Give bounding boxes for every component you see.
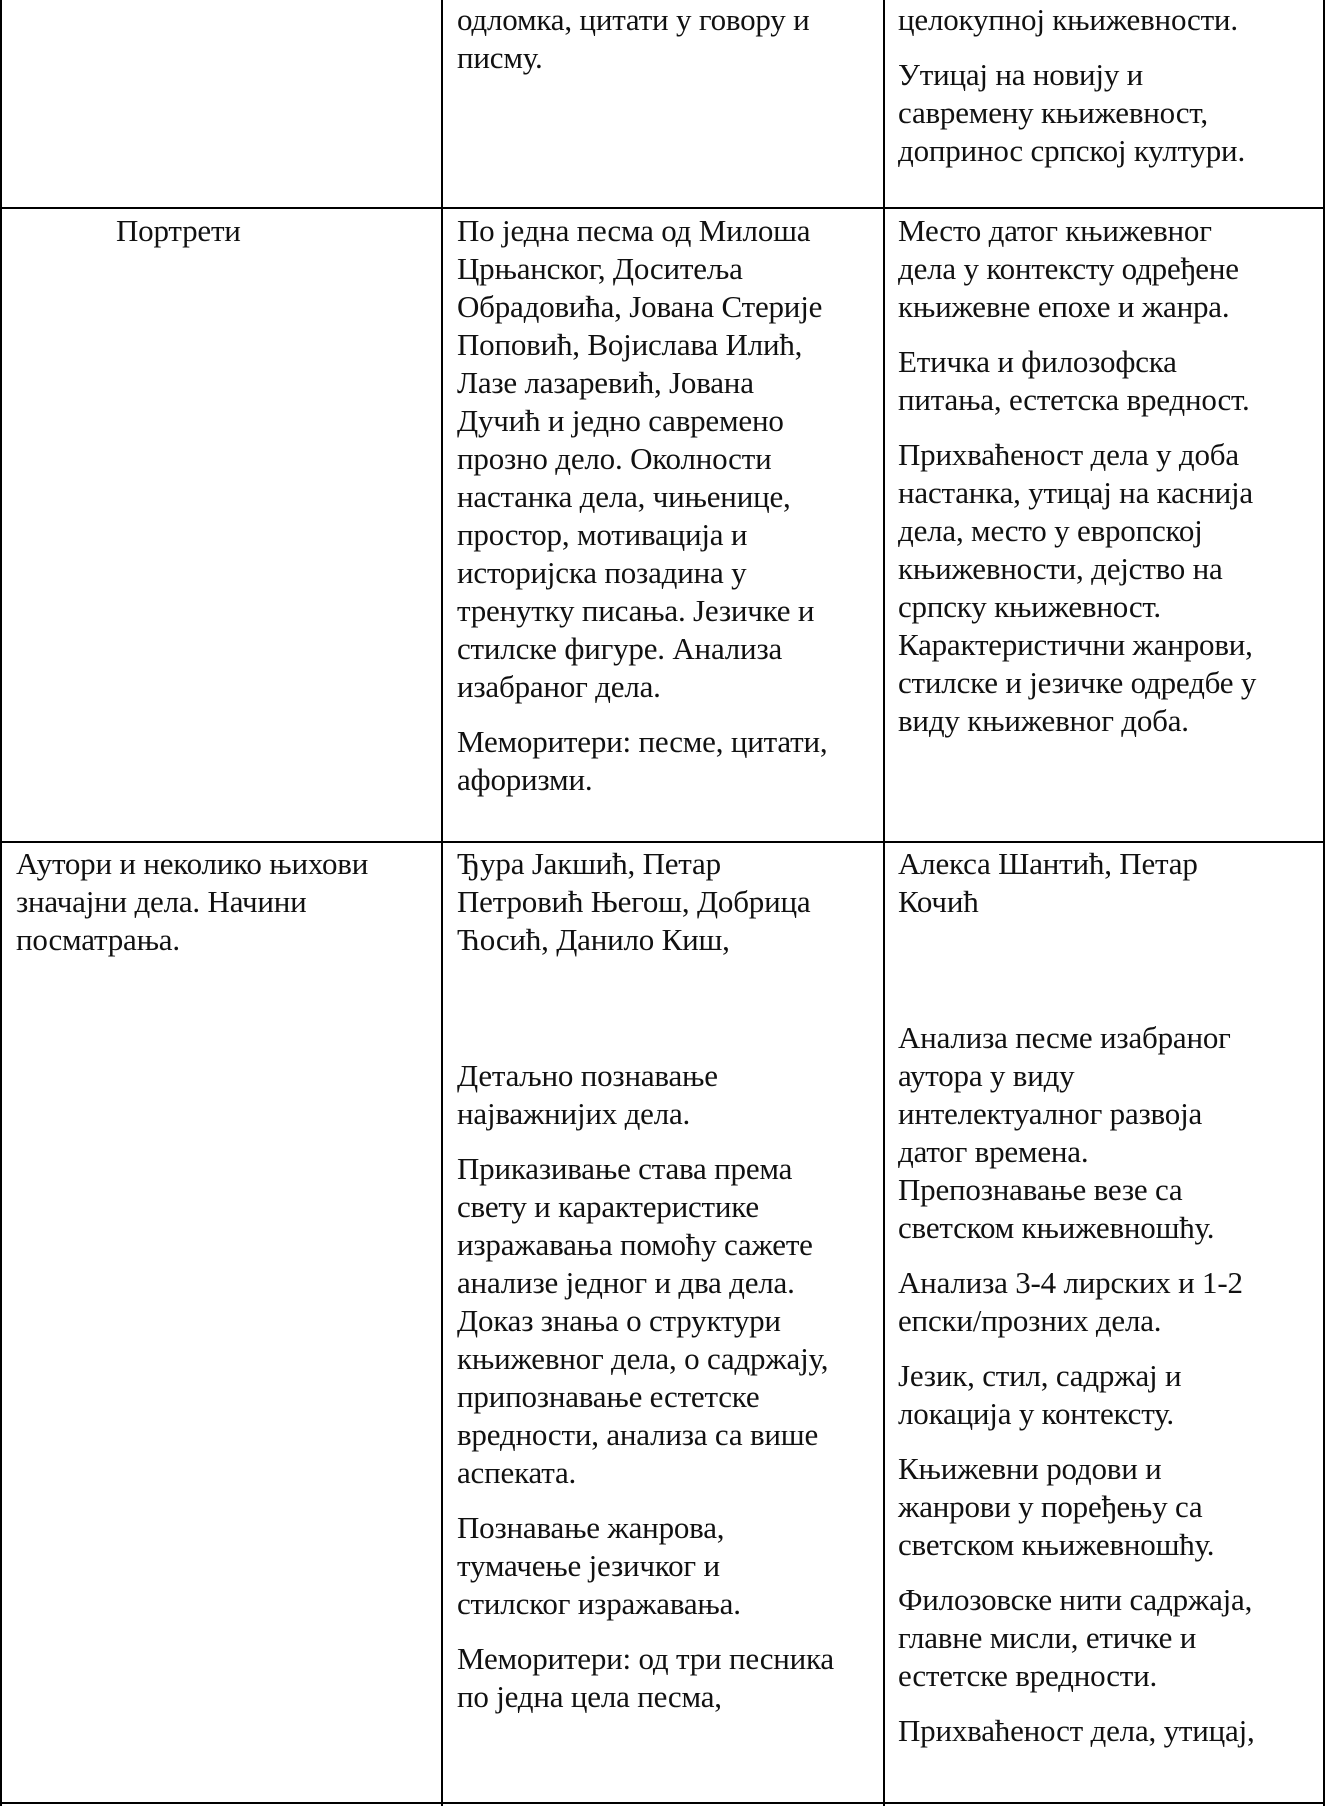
table-border-left — [0, 0, 2, 1806]
column-divider-2 — [883, 0, 885, 1806]
row1-col2-para: одломка, цитати у говору и писму. — [457, 2, 810, 75]
row-divider-1 — [0, 207, 1325, 209]
row-divider-2 — [0, 841, 1325, 843]
row3-col1-para: Аутори и неколико њихови значајни дела. Начини посматрања. — [16, 846, 369, 957]
table-border-bottom — [0, 1802, 1325, 1804]
row3-col3-para: Филозовске нити садржаја, главне мисли, етичке и естетске вредности. — [898, 1582, 1253, 1693]
row3-col3-para: Језик, стил, садржај и локација у контексту. — [898, 1358, 1182, 1431]
row3-col3-para: Анализа 3-4 лирских и 1-2 епски/прозних дела. — [898, 1265, 1243, 1338]
row1-col2-cell — [457, 1, 877, 77]
row3-col1-cell — [16, 845, 436, 959]
row3-col2-para: Детаљно познавање најважнијих дела. — [457, 1058, 718, 1131]
row2-col3-para: Место датог књижевног дела у контексту одређене књижевне епохе и жанра. — [898, 213, 1239, 324]
row3-col3-para: Анализа песме изабраног аутора у виду интелектуалног развоја датог времена. Препознавање везе са светском књижевношћу. — [898, 1020, 1231, 1245]
row1-col3-cell — [898, 1, 1318, 170]
row2-col3-cell — [898, 212, 1318, 740]
column-divider-1 — [441, 0, 443, 1806]
row1-col3-para: Утицај на новију и савремену књижевност, допринос српској култури. — [898, 57, 1245, 168]
row3-col3-para: Прихваћеност дела, утицај, — [898, 1713, 1255, 1748]
row2-col3-para: Етичка и филозофска питања, естетска вредност. — [898, 344, 1250, 417]
row2-col2-para: Меморитери: песме, цитати, афоризми. — [457, 724, 828, 797]
row2-col1-cell — [116, 212, 436, 250]
row3-col2-cell — [457, 845, 877, 1716]
row3-col2-para: Ђура Јакшић, Петар Петровић Његош, Добрица Ћосић, Данило Киш, — [457, 846, 811, 957]
row3-col2-para: Познавање жанрова, тумачење језичког и стилског изражавања. — [457, 1510, 741, 1621]
row2-col2-para: По једна песма од Милоша Црњанског, Доситеља Обрадовића, Јована Стерије Поповић, Војислава Илић, Лазе лазаревић, Јована Дучић и једно савремено прозно дело. Околности настанка дела, чињенице, простор, мотивација и историјска позадина у тренутку писања. Језичке и стилске фигуре. Анализа изабраног дела. — [457, 213, 823, 704]
row3-col3-cell — [898, 845, 1318, 1750]
row3-col3-para: Књижевни родови и жанрови у поређењу са светском књижевношћу. — [898, 1451, 1215, 1562]
row2-col1-heading: Портрети — [116, 213, 241, 248]
row3-col3-para: Алекса Шантић, Петар Кочић — [898, 846, 1198, 919]
row3-col2-para: Меморитери: од три песника по једна цела песма, — [457, 1641, 834, 1714]
row1-col3-para: целокупној књижевности. — [898, 2, 1238, 37]
row2-col3-para: Прихваћеност дела у доба настанка, утицај на каснија дела, место у европској књижевности, дејство на српску књижевност. Карактеристични жанрови, стилске и језичке одредбе у виду књижевног доба. — [898, 437, 1257, 738]
row3-col2-para: Приказивање става према свету и карактеристике изражавања помоћу сажете анализе једног и два дела. Доказ знања о структури књижевног дела, о садржају, припознавање естетске вредности, анализа са више аспеката. — [457, 1151, 829, 1490]
row2-col2-cell — [457, 212, 877, 799]
